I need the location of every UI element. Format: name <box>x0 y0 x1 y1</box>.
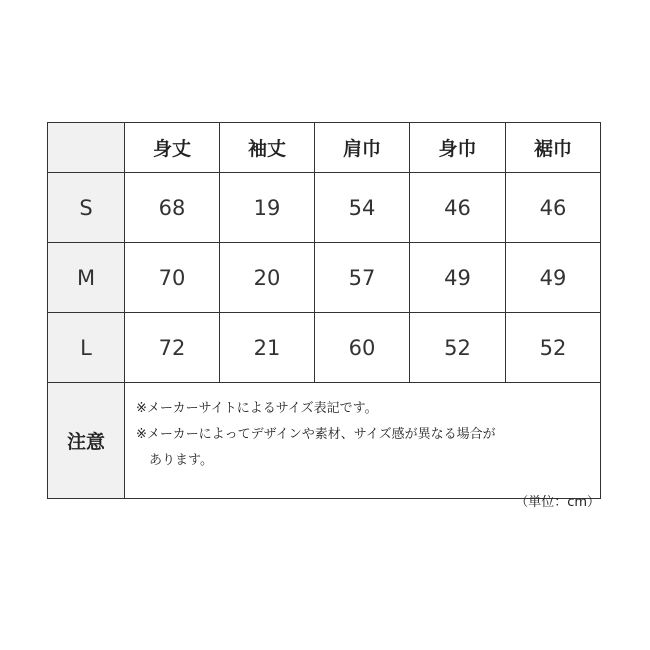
column-header-sleeve: 袖丈 <box>220 123 315 173</box>
size-label: L <box>48 313 125 383</box>
table-cell: 52 <box>506 313 601 383</box>
table-cell: 49 <box>410 243 506 313</box>
table-row-note <box>48 383 601 499</box>
note-line: あります。 <box>149 453 213 468</box>
table-cell: 60 <box>315 313 410 383</box>
size-label: M <box>48 243 125 313</box>
table-cell: 20 <box>220 243 315 313</box>
column-header-hem: 裾巾 <box>506 123 601 173</box>
table-cell: 52 <box>410 313 506 383</box>
table-cell: 68 <box>125 173 220 243</box>
column-header-shoulder: 肩巾 <box>315 123 410 173</box>
table-cell: 46 <box>506 173 601 243</box>
header-corner-cell <box>48 123 125 173</box>
table-cell: 70 <box>125 243 220 313</box>
note-line: ※メーカーサイトによるサイズ表記です。 <box>136 401 378 416</box>
note-label: 注意 <box>48 383 125 499</box>
table-cell: 21 <box>220 313 315 383</box>
size-label: S <box>48 173 125 243</box>
column-header-chest: 身巾 <box>410 123 506 173</box>
table-cell: 19 <box>220 173 315 243</box>
table-cell: 49 <box>506 243 601 313</box>
unit-note: （単位：cm） <box>515 495 600 510</box>
table-row-s <box>48 173 601 243</box>
size-chart-table <box>47 122 601 499</box>
table-cell: 72 <box>125 313 220 383</box>
column-header-length: 身丈 <box>125 123 220 173</box>
note-body <box>125 383 601 499</box>
table-cell: 54 <box>315 173 410 243</box>
table-row-m <box>48 243 601 313</box>
note-line: ※メーカーによってデザインや素材、サイズ感が異なる場合が <box>136 427 496 442</box>
table-cell: 57 <box>315 243 410 313</box>
table-row-l <box>48 313 601 383</box>
table-cell: 46 <box>410 173 506 243</box>
table-header-row <box>48 123 601 173</box>
